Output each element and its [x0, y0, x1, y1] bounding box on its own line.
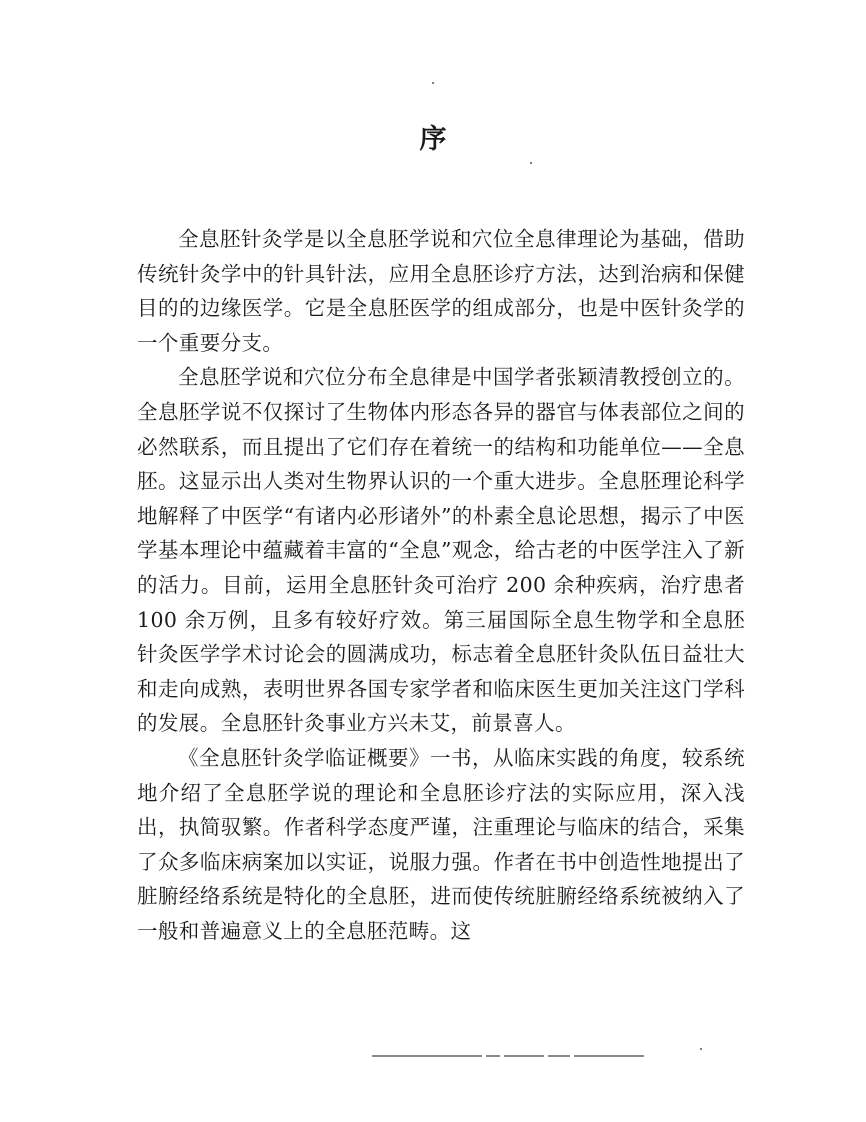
paragraph-3: 《全息胚针灸学临证概要》一书，从临床实践的角度，较系统地介绍了全息胚学说的理论和全息胚诊疗法的实际应用，深入浅出，执简驭繁。作者科学态度严谨，注重理论与临床的结合，采集了众多临床病案加以实证，说服力强。作者在书中创造性地提出了脏腑经络系统是特化的全息胚，进而使传统脏腑经络系统被纳入了一般和普遍意义上的全息胚范畴。这 — [137, 745, 745, 943]
scan-artifact-line — [372, 1053, 657, 1059]
paragraph-1: 全息胚针灸学是以全息胚学说和穴位全息律理论为基础，借助传统针灸学中的针具针法，应用全息胚诊疗方法，达到治病和保健目的的边缘医学。它是全息胚医学的组成部分，也是中医针灸学的一个重要分支。 — [137, 227, 745, 355]
paragraph-2: 全息胚学说和穴位分布全息律是中国学者张颖清教授创立的。全息胚学说不仅探讨了生物体内形态各异的器官与体表部位之间的必然联系，而且提出了它们存在着统一的结构和功能单位——全息胚。这显示出人类对生物界认识的一个重大进步。全息胚理论科学地解释了中医学“有诸内必形诸外”的朴素全息论思想，揭示了中医学基本理论中蕴藏着丰富的“全息”观念，给古老的中医学注入了新的活力。目前，运用全息胚针灸可治疗 200 余种疾病，治疗患者 100 余万例，且多有较好疗效。第三届国际全息生物学和全息胚针灸医学学术讨论会的圆满成功，标志着全息胚针灸队伍日益壮大和走向成熟，表明世界各国专家学者和临床医生更加关注这门学科的发展。全息胚针灸事业方兴未艾，前景喜人。 — [137, 365, 745, 736]
scan-speck — [700, 1048, 702, 1050]
preface-body — [137, 222, 745, 948]
page-title: 序 — [419, 124, 447, 155]
scan-speck — [530, 162, 532, 164]
scan-speck — [432, 82, 434, 84]
